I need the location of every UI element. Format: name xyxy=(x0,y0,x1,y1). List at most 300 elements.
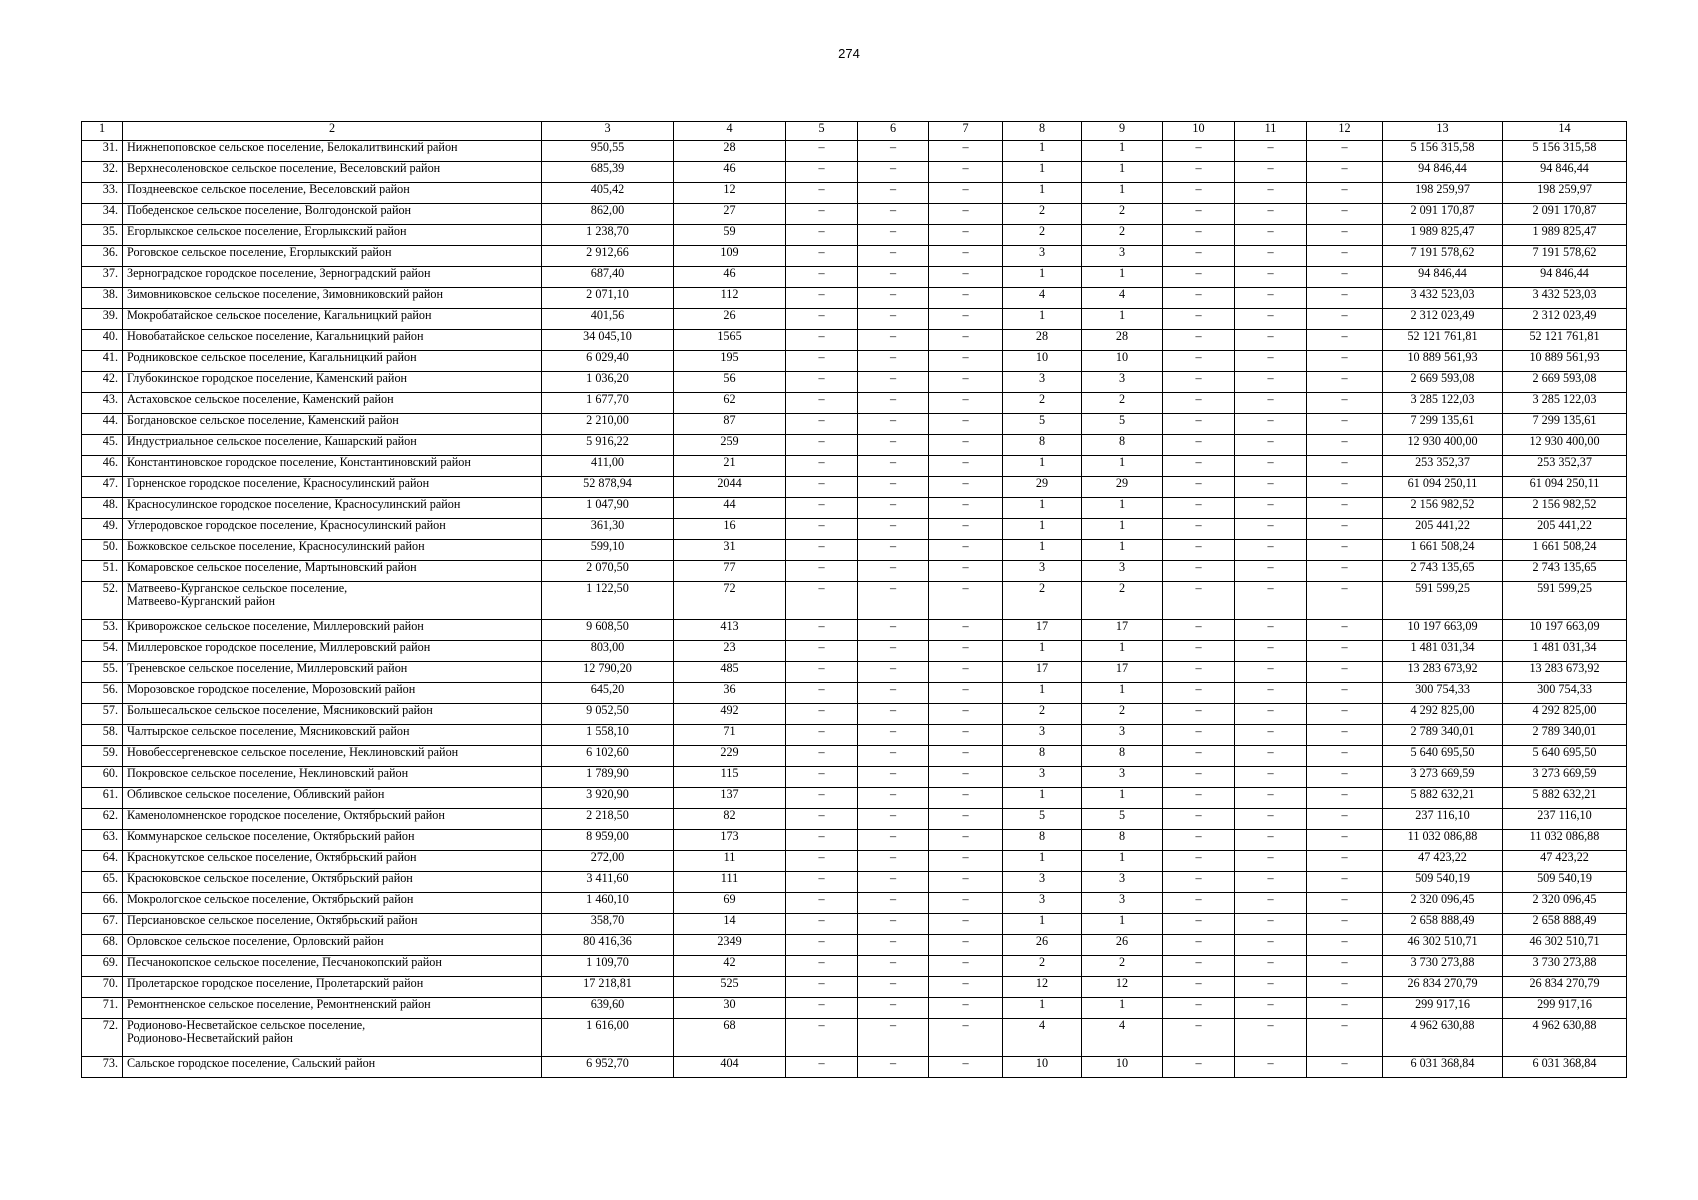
cell-c14: 47 423,22 xyxy=(1503,851,1627,872)
cell-c8: 1 xyxy=(1003,183,1082,204)
cell-c13: 5 156 315,58 xyxy=(1383,141,1503,162)
cell-c8: 1 xyxy=(1003,456,1082,477)
cell-c10: – xyxy=(1163,830,1235,851)
settlement-name: Родниковское сельское поселение, Кагальницкий район xyxy=(127,350,417,364)
settlement-name: Красюковское сельское поселение, Октябрьский район xyxy=(127,871,413,885)
cell-c3: 1 460,10 xyxy=(542,893,674,914)
settlement-name-cell xyxy=(123,162,542,183)
cell-c5: – xyxy=(786,330,858,351)
table-row xyxy=(82,935,1627,956)
settlement-name: Большесальское сельское поселение, Мясниковский район xyxy=(127,703,433,717)
header-cell: 5 xyxy=(786,122,858,141)
settlement-name: Новобатайское сельское поселение, Кагальницкий район xyxy=(127,329,424,343)
cell-c14: 5 156 315,58 xyxy=(1503,141,1627,162)
settlement-name: Песчанокопское сельское поселение, Песчанокопский район xyxy=(127,955,442,969)
cell-c11: – xyxy=(1235,372,1307,393)
cell-c8: 3 xyxy=(1003,872,1082,893)
table-row xyxy=(82,1057,1627,1078)
cell-c7: – xyxy=(929,830,1003,851)
cell-c12: – xyxy=(1307,683,1383,704)
cell-c4: 87 xyxy=(674,414,786,435)
cell-c9: 8 xyxy=(1082,435,1163,456)
row-number-cell: 33. xyxy=(82,183,123,204)
cell-c10: – xyxy=(1163,519,1235,540)
cell-c4: 56 xyxy=(674,372,786,393)
cell-c6: – xyxy=(858,851,929,872)
cell-c13: 6 031 368,84 xyxy=(1383,1057,1503,1078)
table-row xyxy=(82,683,1627,704)
cell-c12: – xyxy=(1307,393,1383,414)
cell-c3: 1 616,00 xyxy=(542,1019,674,1057)
cell-c3: 52 878,94 xyxy=(542,477,674,498)
cell-c10: – xyxy=(1163,746,1235,767)
cell-c10: – xyxy=(1163,872,1235,893)
header-cell: 4 xyxy=(674,122,786,141)
cell-c8: 5 xyxy=(1003,414,1082,435)
cell-c11: – xyxy=(1235,767,1307,788)
cell-c11: – xyxy=(1235,872,1307,893)
row-number-cell: 62. xyxy=(82,809,123,830)
cell-c9: 3 xyxy=(1082,725,1163,746)
cell-c4: 229 xyxy=(674,746,786,767)
row-number-cell: 56. xyxy=(82,683,123,704)
settlement-name-cell xyxy=(123,204,542,225)
cell-c12: – xyxy=(1307,935,1383,956)
cell-c8: 3 xyxy=(1003,372,1082,393)
cell-c8: 8 xyxy=(1003,435,1082,456)
cell-c4: 27 xyxy=(674,204,786,225)
cell-c10: – xyxy=(1163,956,1235,977)
cell-c3: 9 608,50 xyxy=(542,620,674,641)
cell-c8: 17 xyxy=(1003,620,1082,641)
cell-c14: 5 882 632,21 xyxy=(1503,788,1627,809)
settlement-name: Роговское сельское поселение, Егорлыкский район xyxy=(127,245,392,259)
settlement-district: Родионово-Несветайский район xyxy=(127,1031,293,1045)
cell-c3: 2 912,66 xyxy=(542,246,674,267)
cell-c11: – xyxy=(1235,641,1307,662)
cell-c10: – xyxy=(1163,225,1235,246)
table-row xyxy=(82,540,1627,561)
cell-c6: – xyxy=(858,641,929,662)
cell-c4: 71 xyxy=(674,725,786,746)
cell-c8: 5 xyxy=(1003,809,1082,830)
settlement-name-cell xyxy=(123,393,542,414)
cell-c12: – xyxy=(1307,498,1383,519)
cell-c3: 950,55 xyxy=(542,141,674,162)
cell-c7: – xyxy=(929,267,1003,288)
settlement-name: Каменоломненское городское поселение, Октябрьский район xyxy=(127,808,445,822)
cell-c8: 2 xyxy=(1003,704,1082,725)
cell-c11: – xyxy=(1235,788,1307,809)
table-row xyxy=(82,851,1627,872)
settlement-name: Астаховское сельское поселение, Каменский район xyxy=(127,392,394,406)
table-row xyxy=(82,183,1627,204)
cell-c11: – xyxy=(1235,725,1307,746)
cell-c3: 12 790,20 xyxy=(542,662,674,683)
header-row xyxy=(82,122,1627,141)
cell-c10: – xyxy=(1163,456,1235,477)
settlement-name-cell xyxy=(123,809,542,830)
cell-c11: – xyxy=(1235,893,1307,914)
settlement-name-cell xyxy=(123,1057,542,1078)
cell-c3: 405,42 xyxy=(542,183,674,204)
cell-c8: 1 xyxy=(1003,540,1082,561)
cell-c14: 11 032 086,88 xyxy=(1503,830,1627,851)
cell-c5: – xyxy=(786,309,858,330)
cell-c7: – xyxy=(929,746,1003,767)
cell-c8: 3 xyxy=(1003,725,1082,746)
cell-c11: – xyxy=(1235,582,1307,620)
cell-c5: – xyxy=(786,662,858,683)
cell-c8: 2 xyxy=(1003,582,1082,620)
cell-c13: 4 292 825,00 xyxy=(1383,704,1503,725)
cell-c10: – xyxy=(1163,162,1235,183)
row-number-cell: 54. xyxy=(82,641,123,662)
settlement-name-cell xyxy=(123,246,542,267)
cell-c12: – xyxy=(1307,183,1383,204)
cell-c9: 3 xyxy=(1082,893,1163,914)
row-number-cell: 71. xyxy=(82,998,123,1019)
cell-c4: 72 xyxy=(674,582,786,620)
row-number-cell: 40. xyxy=(82,330,123,351)
cell-c9: 3 xyxy=(1082,246,1163,267)
cell-c14: 13 283 673,92 xyxy=(1503,662,1627,683)
cell-c5: – xyxy=(786,830,858,851)
table-row xyxy=(82,830,1627,851)
cell-c12: – xyxy=(1307,288,1383,309)
cell-c12: – xyxy=(1307,330,1383,351)
cell-c14: 2 789 340,01 xyxy=(1503,725,1627,746)
cell-c7: – xyxy=(929,914,1003,935)
cell-c4: 485 xyxy=(674,662,786,683)
table-row xyxy=(82,872,1627,893)
cell-c3: 1 558,10 xyxy=(542,725,674,746)
table-body xyxy=(82,141,1627,1078)
cell-c6: – xyxy=(858,183,929,204)
row-number-cell: 70. xyxy=(82,977,123,998)
cell-c10: – xyxy=(1163,393,1235,414)
cell-c12: – xyxy=(1307,641,1383,662)
cell-c8: 4 xyxy=(1003,1019,1082,1057)
cell-c5: – xyxy=(786,872,858,893)
settlement-name-cell xyxy=(123,935,542,956)
cell-c13: 205 441,22 xyxy=(1383,519,1503,540)
settlement-name: Нижнепоповское сельское поселение, Белокалитвинский район xyxy=(127,140,458,154)
cell-c7: – xyxy=(929,414,1003,435)
cell-c14: 1 989 825,47 xyxy=(1503,225,1627,246)
cell-c4: 11 xyxy=(674,851,786,872)
cell-c11: – xyxy=(1235,851,1307,872)
table-row xyxy=(82,141,1627,162)
cell-c9: 4 xyxy=(1082,288,1163,309)
table-row xyxy=(82,725,1627,746)
cell-c12: – xyxy=(1307,977,1383,998)
cell-c10: – xyxy=(1163,204,1235,225)
cell-c7: – xyxy=(929,725,1003,746)
cell-c9: 2 xyxy=(1082,225,1163,246)
cell-c13: 2 743 135,65 xyxy=(1383,561,1503,582)
cell-c3: 1 238,70 xyxy=(542,225,674,246)
settlement-name: Пролетарское городское поселение, Пролетарский район xyxy=(127,976,424,990)
cell-c5: – xyxy=(786,935,858,956)
cell-c9: 1 xyxy=(1082,309,1163,330)
cell-c3: 2 218,50 xyxy=(542,809,674,830)
settlement-name: Новобессергеневское сельское поселение, Неклиновский район xyxy=(127,745,459,759)
cell-c4: 1565 xyxy=(674,330,786,351)
row-number-cell: 65. xyxy=(82,872,123,893)
cell-c8: 12 xyxy=(1003,977,1082,998)
header-cell: 3 xyxy=(542,122,674,141)
cell-c7: – xyxy=(929,851,1003,872)
header-cell: 2 xyxy=(123,122,542,141)
cell-c13: 7 299 135,61 xyxy=(1383,414,1503,435)
cell-c7: – xyxy=(929,620,1003,641)
cell-c8: 26 xyxy=(1003,935,1082,956)
cell-c12: – xyxy=(1307,1019,1383,1057)
cell-c4: 112 xyxy=(674,288,786,309)
cell-c6: – xyxy=(858,393,929,414)
cell-c5: – xyxy=(786,1057,858,1078)
cell-c11: – xyxy=(1235,204,1307,225)
cell-c7: – xyxy=(929,561,1003,582)
cell-c10: – xyxy=(1163,998,1235,1019)
cell-c11: – xyxy=(1235,704,1307,725)
cell-c3: 599,10 xyxy=(542,540,674,561)
cell-c14: 300 754,33 xyxy=(1503,683,1627,704)
cell-c5: – xyxy=(786,141,858,162)
cell-c14: 237 116,10 xyxy=(1503,809,1627,830)
cell-c6: – xyxy=(858,830,929,851)
cell-c8: 1 xyxy=(1003,309,1082,330)
cell-c3: 2 210,00 xyxy=(542,414,674,435)
cell-c5: – xyxy=(786,767,858,788)
cell-c4: 115 xyxy=(674,767,786,788)
data-table xyxy=(81,121,1627,1078)
cell-c7: – xyxy=(929,141,1003,162)
cell-c7: – xyxy=(929,935,1003,956)
cell-c6: – xyxy=(858,246,929,267)
cell-c8: 2 xyxy=(1003,204,1082,225)
cell-c12: – xyxy=(1307,246,1383,267)
cell-c14: 52 121 761,81 xyxy=(1503,330,1627,351)
settlement-name: Егорлыкское сельское поселение, Егорлыкский район xyxy=(127,224,407,238)
cell-c10: – xyxy=(1163,1057,1235,1078)
cell-c4: 46 xyxy=(674,162,786,183)
cell-c5: – xyxy=(786,620,858,641)
table-row xyxy=(82,582,1627,620)
settlement-name: Персиановское сельское поселение, Октябрьский район xyxy=(127,913,418,927)
table-row xyxy=(82,309,1627,330)
settlement-name: Углеродовское городское поселение, Красносулинский район xyxy=(127,518,446,532)
table-row xyxy=(82,288,1627,309)
cell-c6: – xyxy=(858,620,929,641)
cell-c10: – xyxy=(1163,267,1235,288)
cell-c7: – xyxy=(929,456,1003,477)
settlement-name-cell xyxy=(123,662,542,683)
settlement-name: Зимовниковское сельское поселение, Зимовниковский район xyxy=(127,287,444,301)
cell-c9: 1 xyxy=(1082,641,1163,662)
cell-c3: 6 952,70 xyxy=(542,1057,674,1078)
cell-c11: – xyxy=(1235,662,1307,683)
cell-c9: 10 xyxy=(1082,1057,1163,1078)
cell-c12: – xyxy=(1307,851,1383,872)
settlement-name: Покровское сельское поселение, Неклиновский район xyxy=(127,766,409,780)
cell-c10: – xyxy=(1163,540,1235,561)
row-number-cell: 41. xyxy=(82,351,123,372)
cell-c5: – xyxy=(786,225,858,246)
table-row xyxy=(82,662,1627,683)
cell-c13: 1 481 031,34 xyxy=(1383,641,1503,662)
settlement-name: Божковское сельское поселение, Красносулинский район xyxy=(127,539,425,553)
cell-c5: – xyxy=(786,809,858,830)
cell-c11: – xyxy=(1235,498,1307,519)
cell-c7: – xyxy=(929,204,1003,225)
cell-c8: 1 xyxy=(1003,641,1082,662)
row-number-cell: 31. xyxy=(82,141,123,162)
cell-c5: – xyxy=(786,267,858,288)
cell-c9: 1 xyxy=(1082,998,1163,1019)
cell-c6: – xyxy=(858,746,929,767)
cell-c13: 5 882 632,21 xyxy=(1383,788,1503,809)
cell-c3: 411,00 xyxy=(542,456,674,477)
cell-c5: – xyxy=(786,956,858,977)
cell-c14: 2 743 135,65 xyxy=(1503,561,1627,582)
cell-c10: – xyxy=(1163,914,1235,935)
cell-c8: 8 xyxy=(1003,830,1082,851)
cell-c12: – xyxy=(1307,809,1383,830)
cell-c10: – xyxy=(1163,788,1235,809)
cell-c12: – xyxy=(1307,582,1383,620)
settlement-name-cell xyxy=(123,498,542,519)
table-row xyxy=(82,519,1627,540)
settlement-name: Зерноградское городское поселение, Зерноградский район xyxy=(127,266,431,280)
cell-c6: – xyxy=(858,977,929,998)
cell-c14: 2 669 593,08 xyxy=(1503,372,1627,393)
cell-c3: 358,70 xyxy=(542,914,674,935)
settlement-name-cell xyxy=(123,477,542,498)
cell-c7: – xyxy=(929,788,1003,809)
cell-c7: – xyxy=(929,893,1003,914)
cell-c5: – xyxy=(786,288,858,309)
cell-c11: – xyxy=(1235,435,1307,456)
cell-c9: 3 xyxy=(1082,561,1163,582)
table-row xyxy=(82,267,1627,288)
settlement-name-cell xyxy=(123,225,542,246)
cell-c6: – xyxy=(858,893,929,914)
cell-c5: – xyxy=(786,582,858,620)
cell-c13: 13 283 673,92 xyxy=(1383,662,1503,683)
row-number-cell: 42. xyxy=(82,372,123,393)
cell-c7: – xyxy=(929,372,1003,393)
cell-c10: – xyxy=(1163,351,1235,372)
cell-c4: 28 xyxy=(674,141,786,162)
row-number-cell: 51. xyxy=(82,561,123,582)
cell-c9: 2 xyxy=(1082,956,1163,977)
cell-c4: 30 xyxy=(674,998,786,1019)
settlement-name: Коммунарское сельское поселение, Октябрьский район xyxy=(127,829,415,843)
table-row xyxy=(82,998,1627,1019)
cell-c11: – xyxy=(1235,683,1307,704)
settlement-name-cell xyxy=(123,351,542,372)
row-number-cell: 52. xyxy=(82,582,123,620)
cell-c4: 404 xyxy=(674,1057,786,1078)
cell-c10: – xyxy=(1163,414,1235,435)
cell-c6: – xyxy=(858,935,929,956)
cell-c13: 4 962 630,88 xyxy=(1383,1019,1503,1057)
cell-c7: – xyxy=(929,704,1003,725)
cell-c9: 2 xyxy=(1082,393,1163,414)
cell-c4: 195 xyxy=(674,351,786,372)
cell-c11: – xyxy=(1235,351,1307,372)
settlement-name: Матвеево-Курганское сельское поселение, xyxy=(127,581,348,595)
settlement-name-cell xyxy=(123,582,542,620)
cell-c7: – xyxy=(929,582,1003,620)
row-number-cell: 53. xyxy=(82,620,123,641)
cell-c14: 1 481 031,34 xyxy=(1503,641,1627,662)
row-number-cell: 35. xyxy=(82,225,123,246)
cell-c7: – xyxy=(929,1019,1003,1057)
cell-c11: – xyxy=(1235,330,1307,351)
settlement-name-cell xyxy=(123,977,542,998)
cell-c14: 10 889 561,93 xyxy=(1503,351,1627,372)
cell-c13: 237 116,10 xyxy=(1383,809,1503,830)
cell-c3: 1 677,70 xyxy=(542,393,674,414)
cell-c4: 111 xyxy=(674,872,786,893)
settlement-name: Победенское сельское поселение, Волгодонской район xyxy=(127,203,412,217)
cell-c8: 1 xyxy=(1003,162,1082,183)
cell-c6: – xyxy=(858,561,929,582)
row-number-cell: 37. xyxy=(82,267,123,288)
cell-c8: 17 xyxy=(1003,662,1082,683)
table-row xyxy=(82,330,1627,351)
settlement-name-cell xyxy=(123,435,542,456)
cell-c13: 12 930 400,00 xyxy=(1383,435,1503,456)
cell-c10: – xyxy=(1163,767,1235,788)
cell-c3: 862,00 xyxy=(542,204,674,225)
row-number-cell: 59. xyxy=(82,746,123,767)
settlement-name-cell xyxy=(123,267,542,288)
cell-c12: – xyxy=(1307,540,1383,561)
table-row xyxy=(82,162,1627,183)
cell-c12: – xyxy=(1307,767,1383,788)
cell-c10: – xyxy=(1163,1019,1235,1057)
cell-c11: – xyxy=(1235,414,1307,435)
cell-c7: – xyxy=(929,540,1003,561)
cell-c3: 1 047,90 xyxy=(542,498,674,519)
cell-c10: – xyxy=(1163,477,1235,498)
cell-c6: – xyxy=(858,1019,929,1057)
cell-c6: – xyxy=(858,683,929,704)
table-row xyxy=(82,225,1627,246)
cell-c5: – xyxy=(786,162,858,183)
table-row xyxy=(82,704,1627,725)
cell-c4: 44 xyxy=(674,498,786,519)
cell-c6: – xyxy=(858,204,929,225)
cell-c8: 2 xyxy=(1003,393,1082,414)
cell-c10: – xyxy=(1163,704,1235,725)
cell-c13: 300 754,33 xyxy=(1383,683,1503,704)
cell-c14: 94 846,44 xyxy=(1503,162,1627,183)
cell-c14: 94 846,44 xyxy=(1503,267,1627,288)
cell-c3: 3 920,90 xyxy=(542,788,674,809)
settlement-name: Мокрологское сельское поселение, Октябрьский район xyxy=(127,892,414,906)
cell-c9: 1 xyxy=(1082,162,1163,183)
cell-c8: 1 xyxy=(1003,519,1082,540)
cell-c12: – xyxy=(1307,956,1383,977)
cell-c11: – xyxy=(1235,267,1307,288)
cell-c11: – xyxy=(1235,561,1307,582)
settlement-name-cell xyxy=(123,788,542,809)
